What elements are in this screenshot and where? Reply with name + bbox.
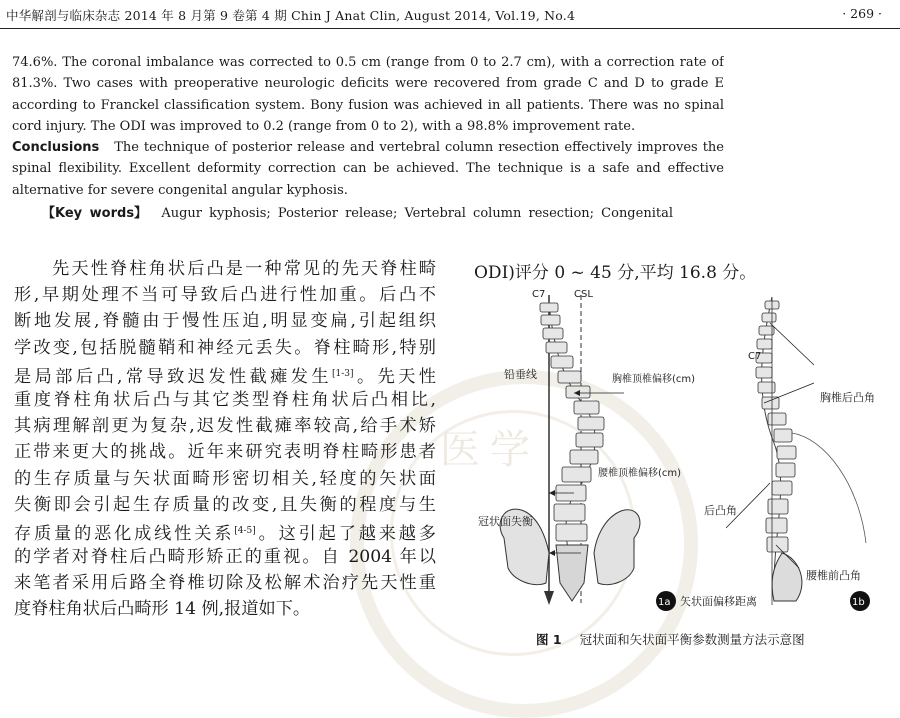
keywords-label: 【Key words】 [42,206,148,221]
figure-1a-panel [478,289,695,611]
csl-label: CSL [574,289,593,300]
abdomen-outline [792,433,866,543]
intro-text: 是局部后凸,常导致迟发性截瘫发生 [14,366,333,387]
abstract-line: according to Franckel classification system. Bony fusion was achieved in all patients. There was no spinal [12,97,724,113]
intro-line: 来笔者采用后路全脊椎切除及松解术治疗先天性重 [14,573,436,594]
intro-line: 重度脊柱角状后凸与其它类型脊柱角状后凸相比, [14,389,436,410]
header-rule [0,28,900,29]
english-abstract [12,52,724,201]
citation-ref: [4-5] [234,525,256,536]
vertebrae-column-sagittal [756,301,796,552]
kyphosis-angle-label: 后凸角 [704,504,737,517]
intro-text: 。先天性 [353,366,436,387]
abstract-line: cord injury. The ODI was improved to 0.2 (range from 0 to 2), with a 98.8% improvement rate. [12,118,636,134]
conclusions-label: Conclusions [12,140,100,156]
conclusions-line [12,137,724,158]
c7-label: C7 [532,289,546,300]
watermark-seal-glyph: 医学 [440,427,540,473]
conclusions-text: The technique of posterior release and vertebral column resection effectively improves the [114,140,724,156]
abstract-line: 74.6%. The coronal imbalance was corrected to 0.5 cm (range from 0 to 2.7 cm), with a correction rate of [12,55,724,70]
intro-text: 先天性脊柱角状后凸是一种常见的先天脊柱畸 [50,259,436,279]
thoracic-kyphosis-label: 胸椎后凸角 [820,391,875,404]
plumb-bob [544,591,554,605]
introduction-paragraph [14,256,436,623]
intro-text: 存质量的恶化成线性关系 [14,523,235,544]
thoracic-offset-label: 胸椎顶椎偏移(cm) [612,374,696,385]
intro-line: 失衡即会引起生存质量的改变,且失衡的程度与生 [14,494,436,515]
badge-1b-label: 1b [852,597,865,608]
intro-line: 正带来更大的挑战。近年来研究表明脊柱畸形患者 [14,442,436,463]
intro-text: 。这引起了越来越多 [255,523,436,544]
figure-caption-text: 冠状面和矢状面平衡参数测量方法示意图 [579,632,805,647]
intro-line: 的生存质量与矢状面畸形密切相关,轻度的矢状面 [14,468,436,489]
lumbar-arrow-head [549,490,555,496]
citation-ref: [1-3] [332,368,354,379]
keywords-text: Augur kyphosis; Posterior release; Vertebral column resection; Congenital [161,206,673,221]
thoracic-kyphosis-line [770,323,814,365]
coronal-arrow-head [549,550,555,556]
figure-caption-label: 图 1 [536,632,562,647]
sacrum [556,545,588,601]
running-header [0,0,900,30]
figure-1-drawing [474,283,896,618]
page-number: · 269 · [842,6,882,21]
intro-line: 度脊柱角状后凸畸形 14 例,报道如下。 [14,599,311,620]
figure-1 [474,283,896,618]
intro-line: 其病理解剖更为复杂,迟发性截瘫率较高,给手术矫 [14,416,436,437]
figure-caption [536,630,805,648]
conclusions-line: spinal flexibility. Excellent deformity correction can be achieved. The technique is a safe and effective [12,161,724,177]
keywords-line [42,202,673,221]
intro-line [14,256,436,282]
right-ilium [594,510,640,585]
odi-score-line: ODI)评分 0 ~ 45 分,平均 16.8 分。 [474,263,757,283]
plumb-label: 铅垂线 [504,368,537,381]
figure-1b-panel [680,297,875,611]
lumbar-offset-label: 腰椎顶椎偏移(cm) [598,468,682,479]
coronal-imbalance-label: 冠状面失衡 [478,515,533,528]
journal-citation: 中华解剖与临床杂志 2014 年 8 月第 9 卷第 4 期 Chin J Anat Clin, August 2014, Vol.19, No.4 [6,8,576,23]
lumbar-lordosis-label: 腰椎前凸角 [806,569,861,582]
intro-line: 的学者对脊柱后凸畸形矫正的重视。自 2004 年以 [14,547,436,568]
conclusions-line: alternative for severe congenital angular kyphosis. [12,182,348,198]
intro-line: 学改变,包括脱髓鞘和神经元丢失。脊柱畸形,特别 [14,337,436,358]
c7-label-sagittal: C7 [748,351,762,362]
intro-line [14,518,436,544]
badge-1a-label: 1a [658,597,671,608]
sagittal-offset-label: 矢状面偏移距离 [680,595,757,608]
abstract-line: 81.3%. Two cases with preoperative neurologic deficits were recovered from grade C and D to grade E [12,76,724,92]
intro-line [14,361,436,387]
sacrum-sagittal [772,553,802,601]
intro-line: 断地发展,脊髓由于慢性压迫,明显变扁,引起组织 [14,311,436,332]
intro-line: 形,早期处理不当可导致后凸进行性加重。后凸不 [14,285,436,306]
